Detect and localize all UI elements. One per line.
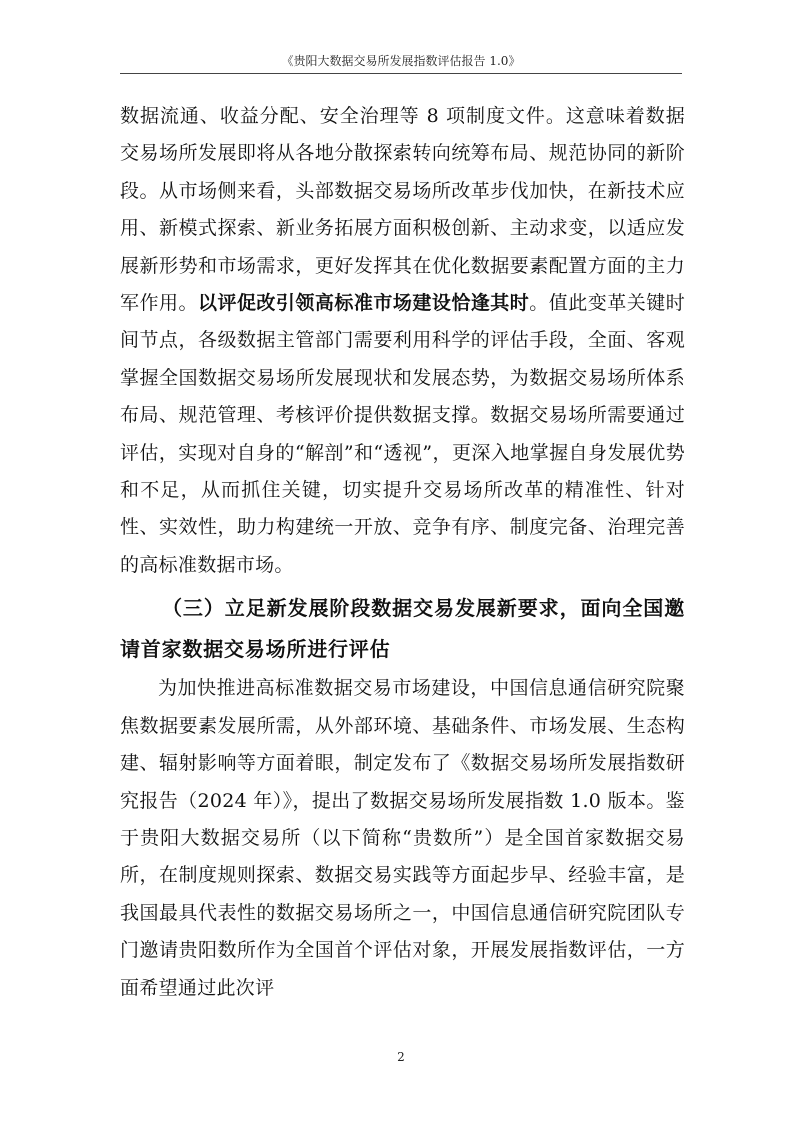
section-heading: （三）立足新发展阶段数据交易发展新要求，面向全国邀请首家数据交易场所进行评估 [120, 596, 685, 662]
header-divider [120, 73, 682, 74]
document-body [120, 98, 685, 1007]
paragraph-text-tail: 。值此变革关键时间节点，各级数据主管部门需要利用科学的评估手段，全面、客观掌握全国数据交易场所发展现状和发展态势，为数据交易场所体系布局、规范管理、考核评价提供数据支撑。数据交易场所需要通过评估，实现对自身的“解剖”和“透视”，更深入地掌握自身发展优势和不足，从而抓住关键，切实提升交易场所改革的精准性、针对性、实效性，助力构建统一开放、竞争有序、制度完备、治理完善的高标准数据市场。 [120, 292, 686, 576]
page-number: 2 [397, 1050, 405, 1064]
emphasis-text: 以评促改引领高标准市场建设恰逢其时 [197, 292, 530, 315]
paragraph: 为加快推进高标准数据交易市场建设，中国信息通信研究院聚焦数据要素发展所需，从外部环境、基础条件、市场发展、生态构建、辐射影响等方面着眼，制定发布了《数据交易场所发展指数研究报告（2024 年）》，提出了数据交易场所发展指数 1.0 版本。鉴于贵阳大数据交易所（以下简称“贵数所”）是全国首家数据交易所，在制度规则探索、数据交易实践等方面起步早、经验丰富，是我国最具代表性的数据交易场所之一，中国信息通信研究院团队专门邀请贵阳数所作为全国首个评估对象，开展发展指数评估，一方面希望通过此次评 [120, 677, 685, 999]
paragraph-continuation [120, 98, 685, 584]
paragraph-text: 数据流通、收益分配、安全治理等 8 项制度文件。这意味着数据交易场所发展即将从各地分散探索转向统筹布局、规范协同的新阶段。从市场侧来看，头部数据交易场所改革步伐加快，在新技术应用、新模式探索、新业务拓展方面积极创新、主动求变，以适应发展新形势和市场需求，更好发挥其在优化数据要素配置方面的主力军作用。 [120, 105, 685, 315]
running-header: 《贵阳大数据交易所发展指数评估报告 1.0》 [281, 54, 521, 68]
